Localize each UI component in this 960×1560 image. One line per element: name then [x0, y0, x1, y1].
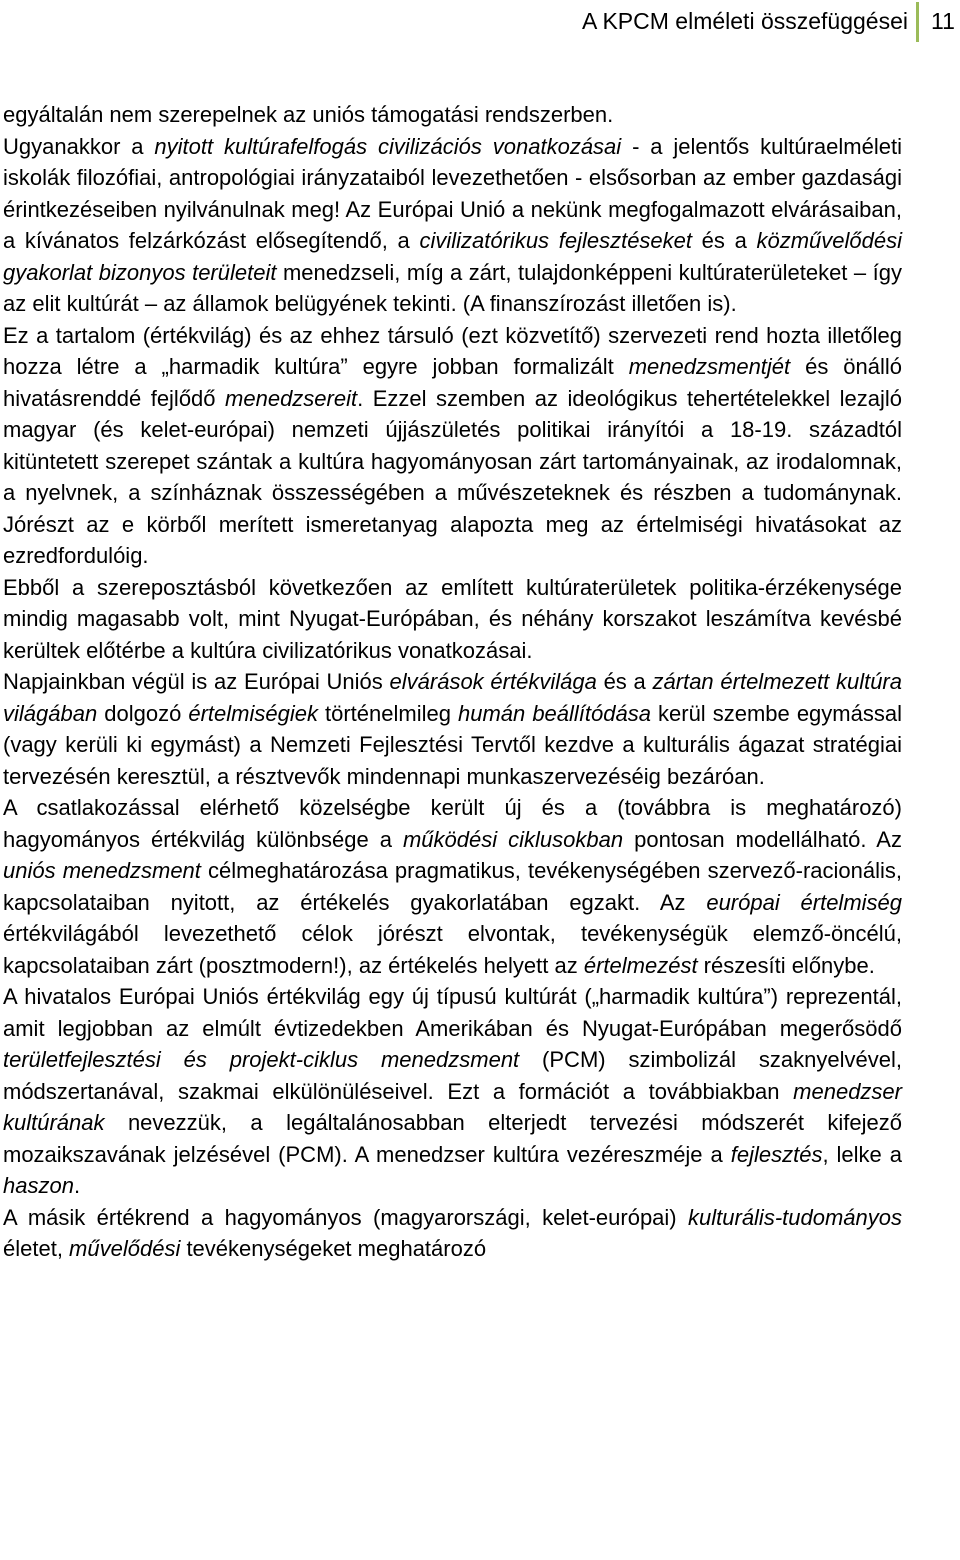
paragraph — [3, 792, 902, 981]
text-run: menedzseli, míg a zárt, tulajdonképpeni kultúraterületeket – így az elit kultúrát – az államok belügyének tekinti. (A finanszírozást illetően is). — [3, 259, 902, 316]
emphasis-text: uniós menedzsment — [3, 858, 201, 883]
emphasis-text: működési ciklusokban — [402, 826, 624, 852]
emphasis-text: nyitott kultúrafelfogás civilizációs vonatkozásai — [154, 133, 622, 159]
emphasis-text: zártan értelmezett kultúra világában — [3, 669, 902, 726]
emphasis-text: menedzsmentjét — [628, 354, 791, 379]
emphasis-text: értelmiségiek — [188, 700, 318, 726]
paragraph — [3, 320, 902, 572]
emphasis-text: közművelődési gyakorlat bizonyos területeit — [3, 228, 903, 285]
text-run: . Ezzel szemben az ideológikus tehertételekkel lezajló magyar (és kelet-európai) nemzeti újjászületés politikai irányítói a 18-19. századtól kitüntetett szerepet szántak a kultúra hagyományosan zárt tartományainak, az irodalomnak, a nyelvnek, a színháznak összességében a művészeteknek és részben a tudománynak. Jórészt az e körből merített ismeretanyag alapozta meg az értelmiségi hivatásokat az ezredfordulóig. — [3, 385, 902, 568]
emphasis-text: menedzser kultúrának — [3, 1078, 902, 1135]
body-text — [3, 99, 902, 1265]
text-run: egyáltalán nem szerepelnek az uniós támogatási rendszerben. — [3, 102, 614, 127]
text-run: és önálló hivatásrenddé fejlődő — [3, 354, 902, 411]
paragraph — [3, 572, 902, 667]
text-run: életet, — [3, 1236, 70, 1261]
paragraph — [3, 981, 902, 1202]
text-run: (PCM) szimbolizál szaknyelvével, módszertanával, szakmai elkülönüléseivel. Ezt a formációt a továbbiakban — [3, 1047, 903, 1104]
page-number: 11 — [931, 8, 955, 34]
text-run: . — [73, 1173, 81, 1198]
text-run: A csatlakozással elérhető közelségbe került új és a (továbbra is meghatározó) hagyományos értékvilág különbsége a — [3, 795, 902, 852]
text-run: Napjainkban végül is az Európai Uniós — [3, 669, 390, 694]
emphasis-text: művelődési — [69, 1236, 181, 1261]
text-run: történelmileg — [317, 700, 458, 726]
paragraph — [3, 131, 902, 320]
text-run: , lelke a — [822, 1141, 902, 1167]
text-run: tevékenységeket meghatározó — [180, 1236, 487, 1261]
text-run: - a jelentős kultúraelméleti iskolák filozófiai, antropológiai irányzataiból levezethetően - elsősorban az ember gazdasági érintkezéseiben nyilvánulnak meg! Az Európai Unió a nekünk megfogalmazott elvárásaiban, a kívánatos felzárkózást elősegítendő, a — [3, 133, 902, 253]
text-run: célmeghatározása pragmatikus, tevékenységében szervező-racionális, kapcsolataiban nyitott, az értékelés gyakorlatában egzakt. Az — [3, 858, 902, 915]
emphasis-text: menedzsereit — [225, 385, 358, 411]
text-run: pontosan modellálható. Az — [623, 826, 902, 852]
text-run: és a — [596, 669, 653, 694]
emphasis-text: értelmezést — [583, 952, 698, 978]
text-run: A hivatalos Európai Uniós értékvilág egy új típusú kultúrát („harmadik kultúra”) reprezentál, amit legjobban az elmúlt évtizedekben Amerikában és Nyugat-Európában megerősödő — [3, 984, 902, 1041]
text-run: és a — [692, 228, 757, 253]
emphasis-text: területfejlesztési és projekt-ciklus menedzsment — [3, 1047, 520, 1072]
text-run: kerül szembe egymással (vagy kerüli ki egymást) a Nemzeti Fejlesztési Tervtől kezdve a kulturális ágazat stratégiai tervezésén keresztül, a résztvevők mindennapi munkaszervezéséig bezáróan. — [3, 700, 902, 789]
text-run: Ugyanakkor a — [3, 133, 155, 159]
running-title: A KPCM elméleti összefüggései — [582, 8, 908, 34]
emphasis-text: európai értelmiség — [706, 889, 903, 915]
emphasis-text: kulturális-tudományos — [688, 1204, 902, 1230]
emphasis-text: civilizatórikus fejlesztéseket — [419, 228, 693, 253]
emphasis-text: haszon — [3, 1173, 74, 1198]
paragraph — [3, 1202, 902, 1265]
header-divider — [916, 2, 919, 42]
text-run: dolgozó — [97, 700, 189, 726]
paragraph — [3, 666, 902, 792]
paragraph — [3, 99, 902, 131]
text-run: Ebből a szereposztásból következően az említett kultúraterületek politika-érzékenysége mindig magasabb volt, mint Nyugat-Európában, és néhány korszakot leszámítva kevésbé kerültek előtérbe a kultúra civilizatórikus vonatkozásai. — [3, 574, 902, 663]
emphasis-text: humán beállítódása — [458, 700, 651, 726]
text-run: nevezzük, a legáltalánosabban elterjedt tervezési módszerét kifejező mozaikszavának jelzésével (PCM). A menedzser kultúra vezéreszméje a — [3, 1110, 902, 1167]
text-run: értékvilágából levezethető célok jórészt elvontak, tevékenységük elemző-öncélú, kapcsolataiban zárt (posztmodern!), az értékelés helyett az — [3, 921, 902, 978]
page-header — [0, 0, 960, 48]
emphasis-text: elvárások értékvilága — [389, 669, 597, 694]
text-run: Ez a tartalom (értékvilág) és az ehhez társuló (ezt közvetítő) szervezeti rend hozta illetőleg hozza létre a „harmadik kultúra” egyre jobban formalizált — [3, 322, 902, 379]
emphasis-text: fejlesztés — [730, 1141, 823, 1167]
text-run: A másik értékrend a hagyományos (magyarországi, kelet-európai) — [3, 1204, 689, 1230]
text-run: részesíti előnybe. — [697, 952, 875, 978]
